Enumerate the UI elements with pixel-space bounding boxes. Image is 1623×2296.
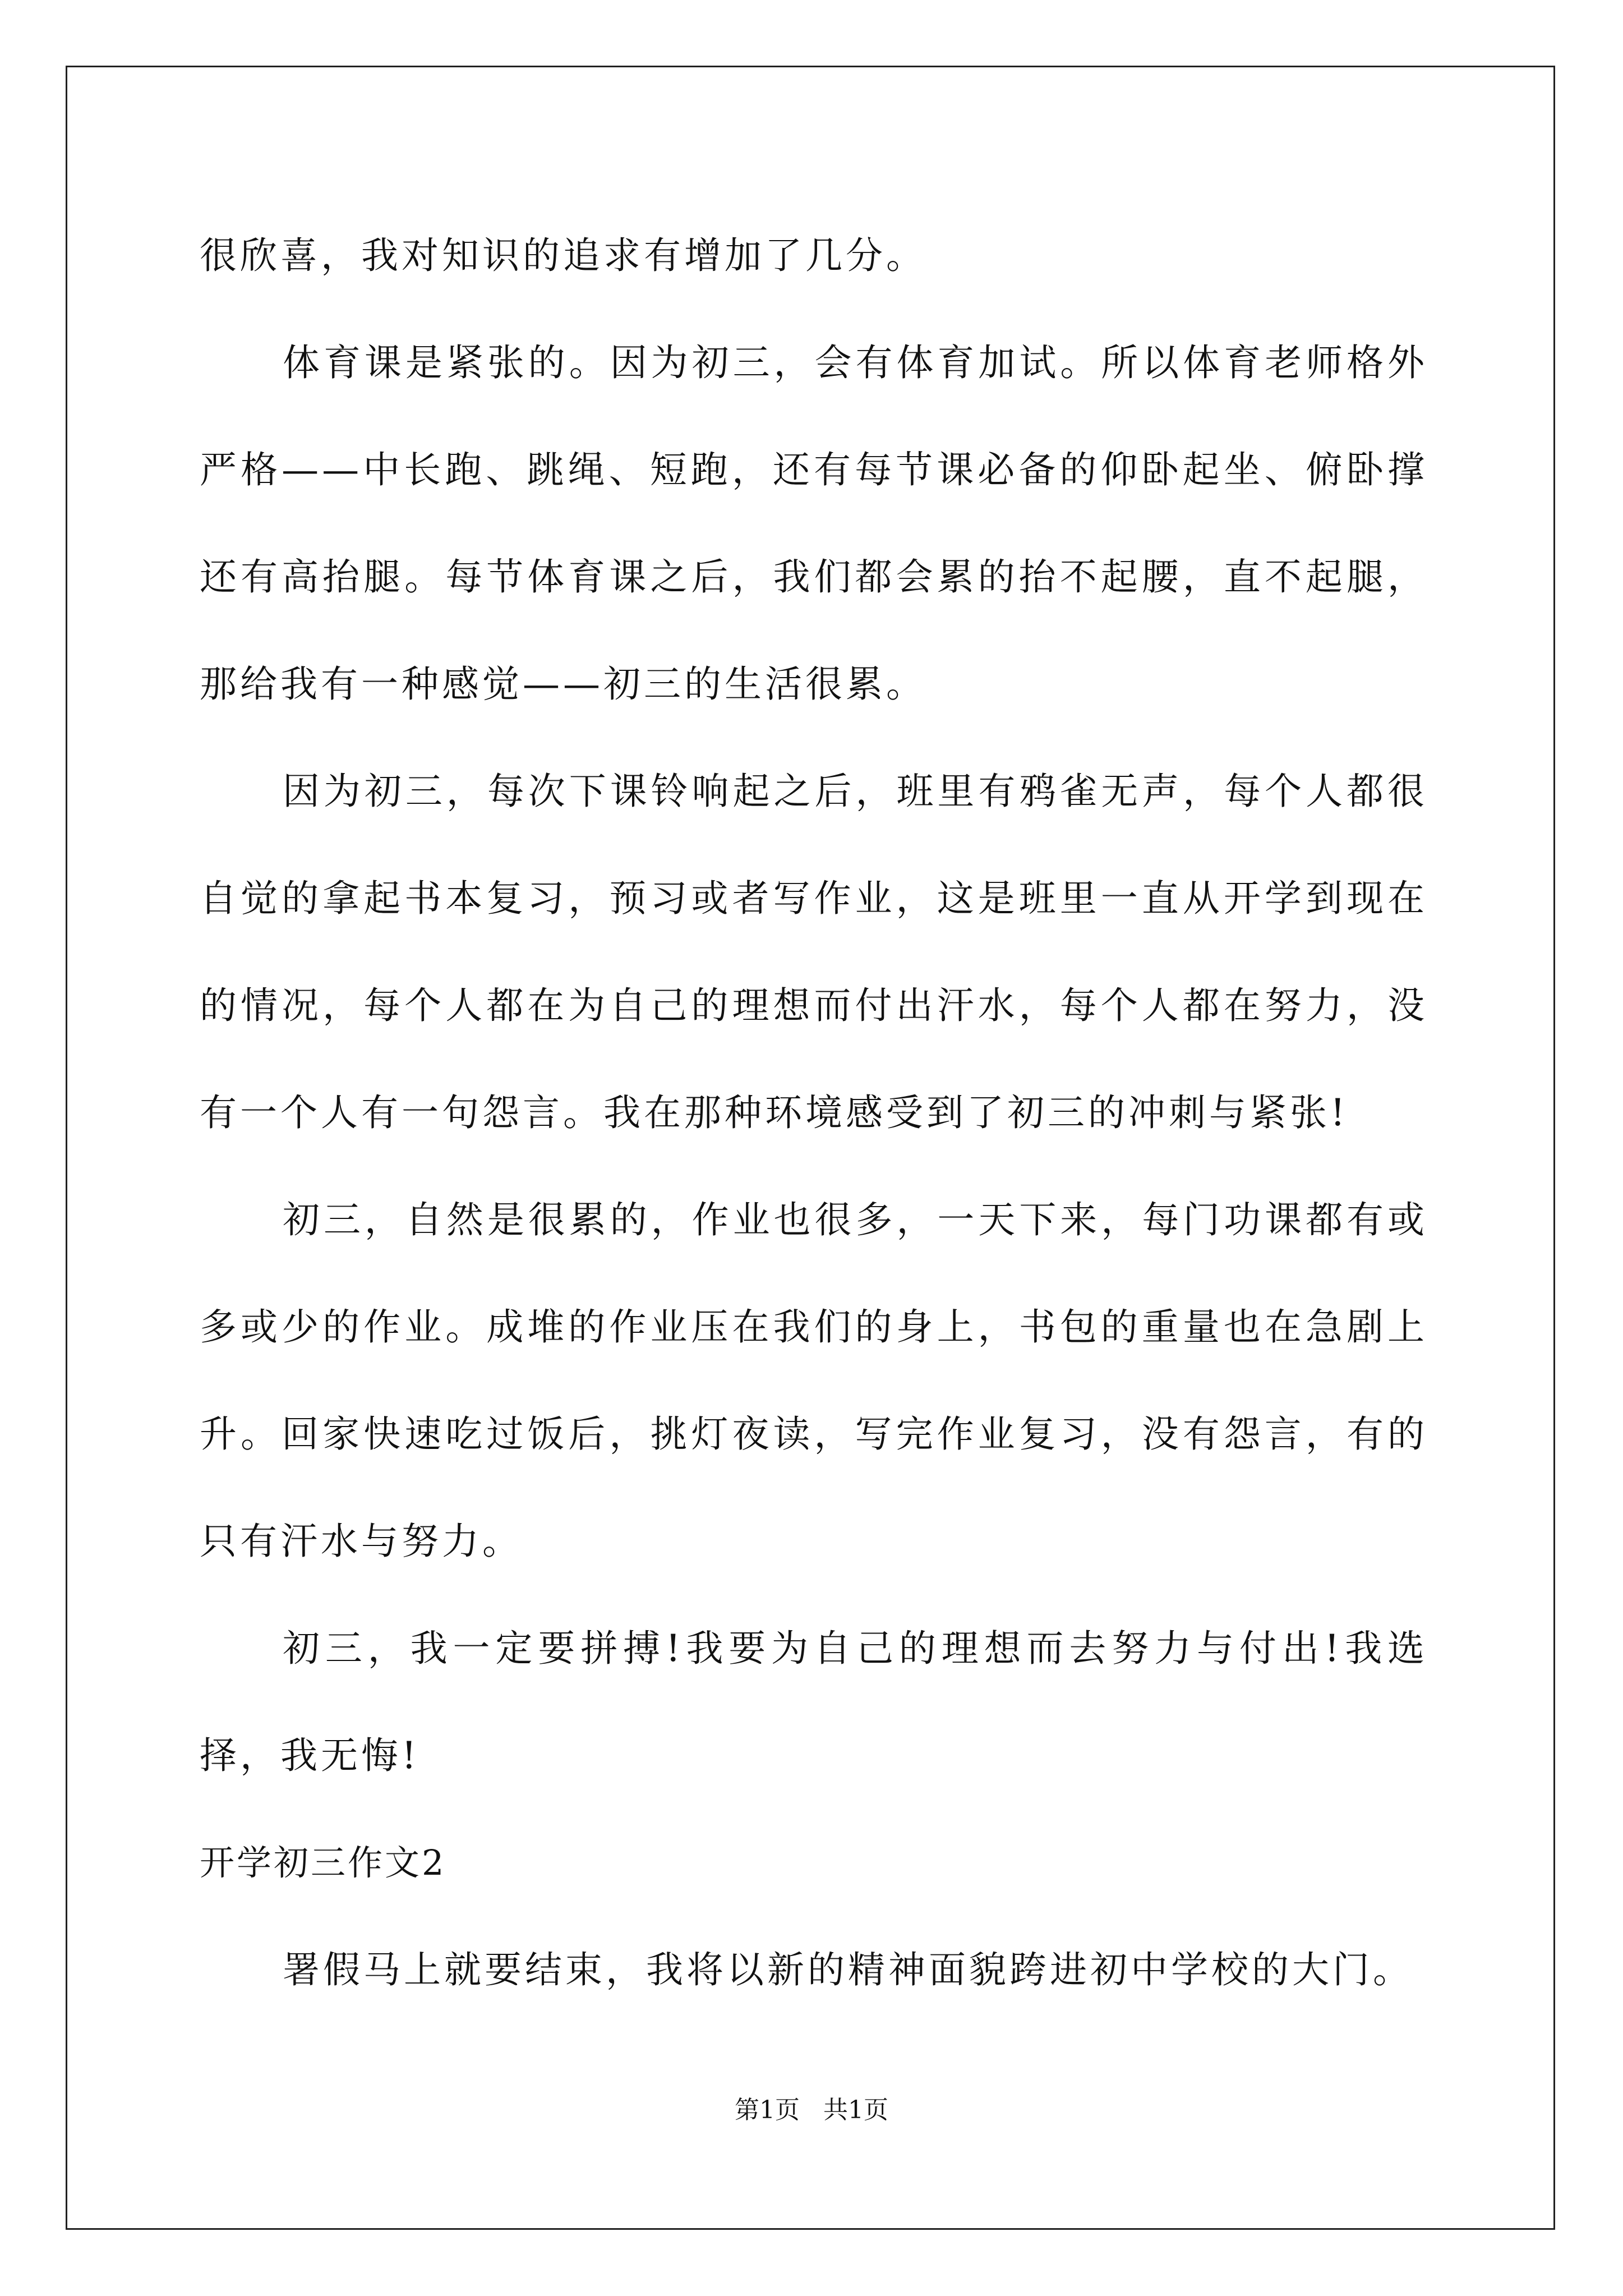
paragraph-2: 体育课是紧张的。因为初三，会有体育加试。所以体育老师格外严格——中长跑、跳绳、短跑，还有每节课必备的仰卧起坐、俯卧撑还有高抬腿。每节体育课之后，我们都会累的抬不起腰，直不起腿，那给我有一种感觉——初三的生活很累。: [200, 341, 1428, 706]
page-current: 第1页: [735, 2096, 800, 2124]
document-body: [200, 202, 1428, 2023]
paragraph-5: 初三，我一定要拼搏!我要为自己的理想而去努力与付出!我选择，我无悔!: [200, 1627, 1428, 1777]
paragraph-1: 很欣喜，我对知识的追求有增加了几分。: [200, 234, 926, 277]
section-heading: 开学初三作文2: [200, 1842, 446, 1883]
closing-paragraph: 署假马上就要结束，我将以新的精神面貌跨进初中学校的大门。: [283, 1948, 1413, 1991]
paragraph-3: 因为初三，每次下课铃响起之后，班里有鸦雀无声，每个人都很自觉的拿起书本复习，预习或者写作业，这是班里一直从开学到现在的情况，每个人都在为自己的理想而付出汗水，每个人都在努力，没有一个人有一句怨言。我在那种环境感受到了初三的冲刺与紧张!: [200, 770, 1428, 1134]
page-footer: [0, 2093, 1623, 2127]
page-total: 共1页: [823, 2096, 888, 2124]
paragraph-4: 初三，自然是很累的，作业也很多，一天下来，每门功课都有或多或少的作业。成堆的作业压在我们的身上，书包的重量也在急剧上升。回家快速吃过饭后，挑灯夜读，写完作业复习，没有怨言，有的只有汗水与努力。: [200, 1198, 1428, 1563]
